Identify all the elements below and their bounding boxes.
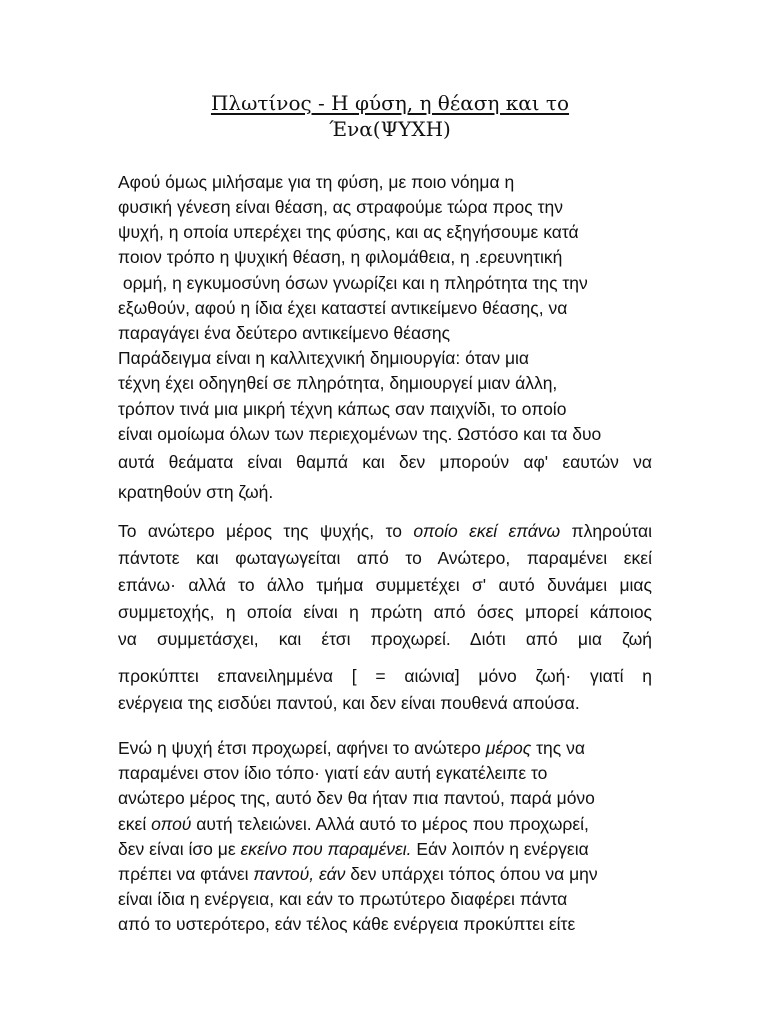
paragraph-1-line: τρόπον τινά μια μικρή τέχνη κάπως σαν παιχνίδι, το οποίο (118, 399, 567, 419)
italic-text-run: μέρος (485, 738, 532, 758)
paragraph-1-line: ορμή, η εγκυμοσύνη όσων γνωρίζει και η πληρότητα της την (118, 273, 588, 293)
paragraph-3-line: είναι ίδια η ενέργεια, και εάν το πρωτύτερο διαφέρει πάντα (118, 889, 568, 909)
text-run: πρέπει να φτάνει (118, 864, 254, 884)
text-run: Ενώ η ψυχή έτσι προχωρεί, αφήνει το ανώτερο (118, 738, 486, 758)
paragraph-1-line: παραγάγει ένα δεύτερο αντικείμενο θέασης (118, 323, 451, 343)
text-run: εκεί (118, 814, 152, 834)
title-line-2: Ένα(ΨΥΧΗ) (329, 117, 451, 141)
paragraph-2-line: πάντοτε και φωταγωγείται από το Ανώτερο, παραμένει εκεί (118, 548, 652, 568)
text-run: δεν υπάρχει τόπος όπου να μην (345, 864, 598, 884)
italic-text-run: παντού, εάν (253, 864, 346, 884)
text-run: δεν είναι ίσο με (118, 839, 241, 859)
paragraph-2-line: προκύπτει επανειλημμένα [ = αιώνια] μόνο ζωή· γιατί η (118, 666, 652, 686)
paragraph-3-line: παραμένει στον ίδιο τόπο· γιατί εάν αυτή εγκατέλειπε το (118, 763, 548, 783)
document-title (110, 90, 670, 116)
paragraph-3-line: από το υστερότερο, εάν τέλος κάθε ενέργεια προκύπτει είτε (118, 914, 576, 934)
paragraph-1-line: είναι ομοίωμα όλων των περιεχομένων της. Ωστόσο και τα δυο (118, 424, 602, 444)
paragraph-1-line: κρατηθούν στη ζωή. (118, 482, 274, 502)
paragraph-3-line (118, 736, 585, 760)
paragraph-1-line: Αφού όμως μιλήσαμε για τη φύση, με ποιο νόημα η (118, 172, 515, 192)
italic-text-run: εκείνο που παραμένει. (240, 839, 412, 859)
paragraph-2-line (118, 519, 652, 543)
paragraph-2-line: ενέργεια της εισδύει παντού, και δεν είναι πουθενά απούσα. (118, 693, 580, 713)
paragraph-1-line: ψυχή, η οποία υπερέχει της φύσης, και ας εξηγήσουμε κατά (118, 222, 579, 242)
text-run: Εάν λοιπόν η ενέργεια (411, 839, 589, 859)
paragraph-1-line: τέχνη έχει οδηγηθεί σε πληρότητα, δημιουργεί μιαν άλλη, (118, 373, 558, 393)
paragraph-2-line: επάνω· αλλά το άλλο τμήμα συμμετέχει σ' αυτό δυνάμει μιας (118, 575, 652, 595)
paragraph-3-line (118, 812, 589, 836)
paragraph-1-line: Παράδειγμα είναι η καλλιτεχνική δημιουργία: όταν μια (118, 348, 530, 368)
italic-text-run: οποίο εκεί επάνω (413, 521, 561, 541)
title-line-1: Πλωτίνος - Η φύση, η θέαση και το (210, 91, 570, 115)
text-run: αυτή τελειώνει. Αλλά αυτό το μέρος που προχωρεί, (191, 814, 589, 834)
paragraph-3-line (118, 862, 598, 886)
paragraph-1-line: φυσική γένεση είναι θέαση, ας στραφούμε τώρα προς την (118, 197, 563, 217)
paragraph-2-line: συμμετοχής, η οποία είναι η πρώτη από όσες μπορεί κάποιος (118, 602, 652, 622)
text-run: της να (531, 738, 585, 758)
text-run: πληρούται (560, 521, 652, 541)
paragraph-3-line (118, 837, 589, 861)
paragraph-3-line: ανώτερο μέρος της, αυτό δεν θα ήταν πια παντού, παρά μόνο (118, 788, 595, 808)
paragraph-2-line: να συμμετάσχει, και έτσι προχωρεί. Διότι από μια ζωή (118, 629, 652, 649)
paragraph-1-line: ποιον τρόπο η ψυχική θέαση, η φιλομάθεια, η .ερευνητική (118, 247, 563, 267)
paragraph-1-line: αυτά θεάματα είναι θαμπά και δεν μπορούν αφ' εαυτών να (118, 452, 652, 472)
paragraph-1-line: εξωθούν, αφού η ίδια έχει καταστεί αντικείμενο θέασης, να (118, 298, 568, 318)
text-run: Το ανώτερο μέρος της ψυχής, το (118, 521, 414, 541)
italic-text-run: οπού (151, 814, 192, 834)
